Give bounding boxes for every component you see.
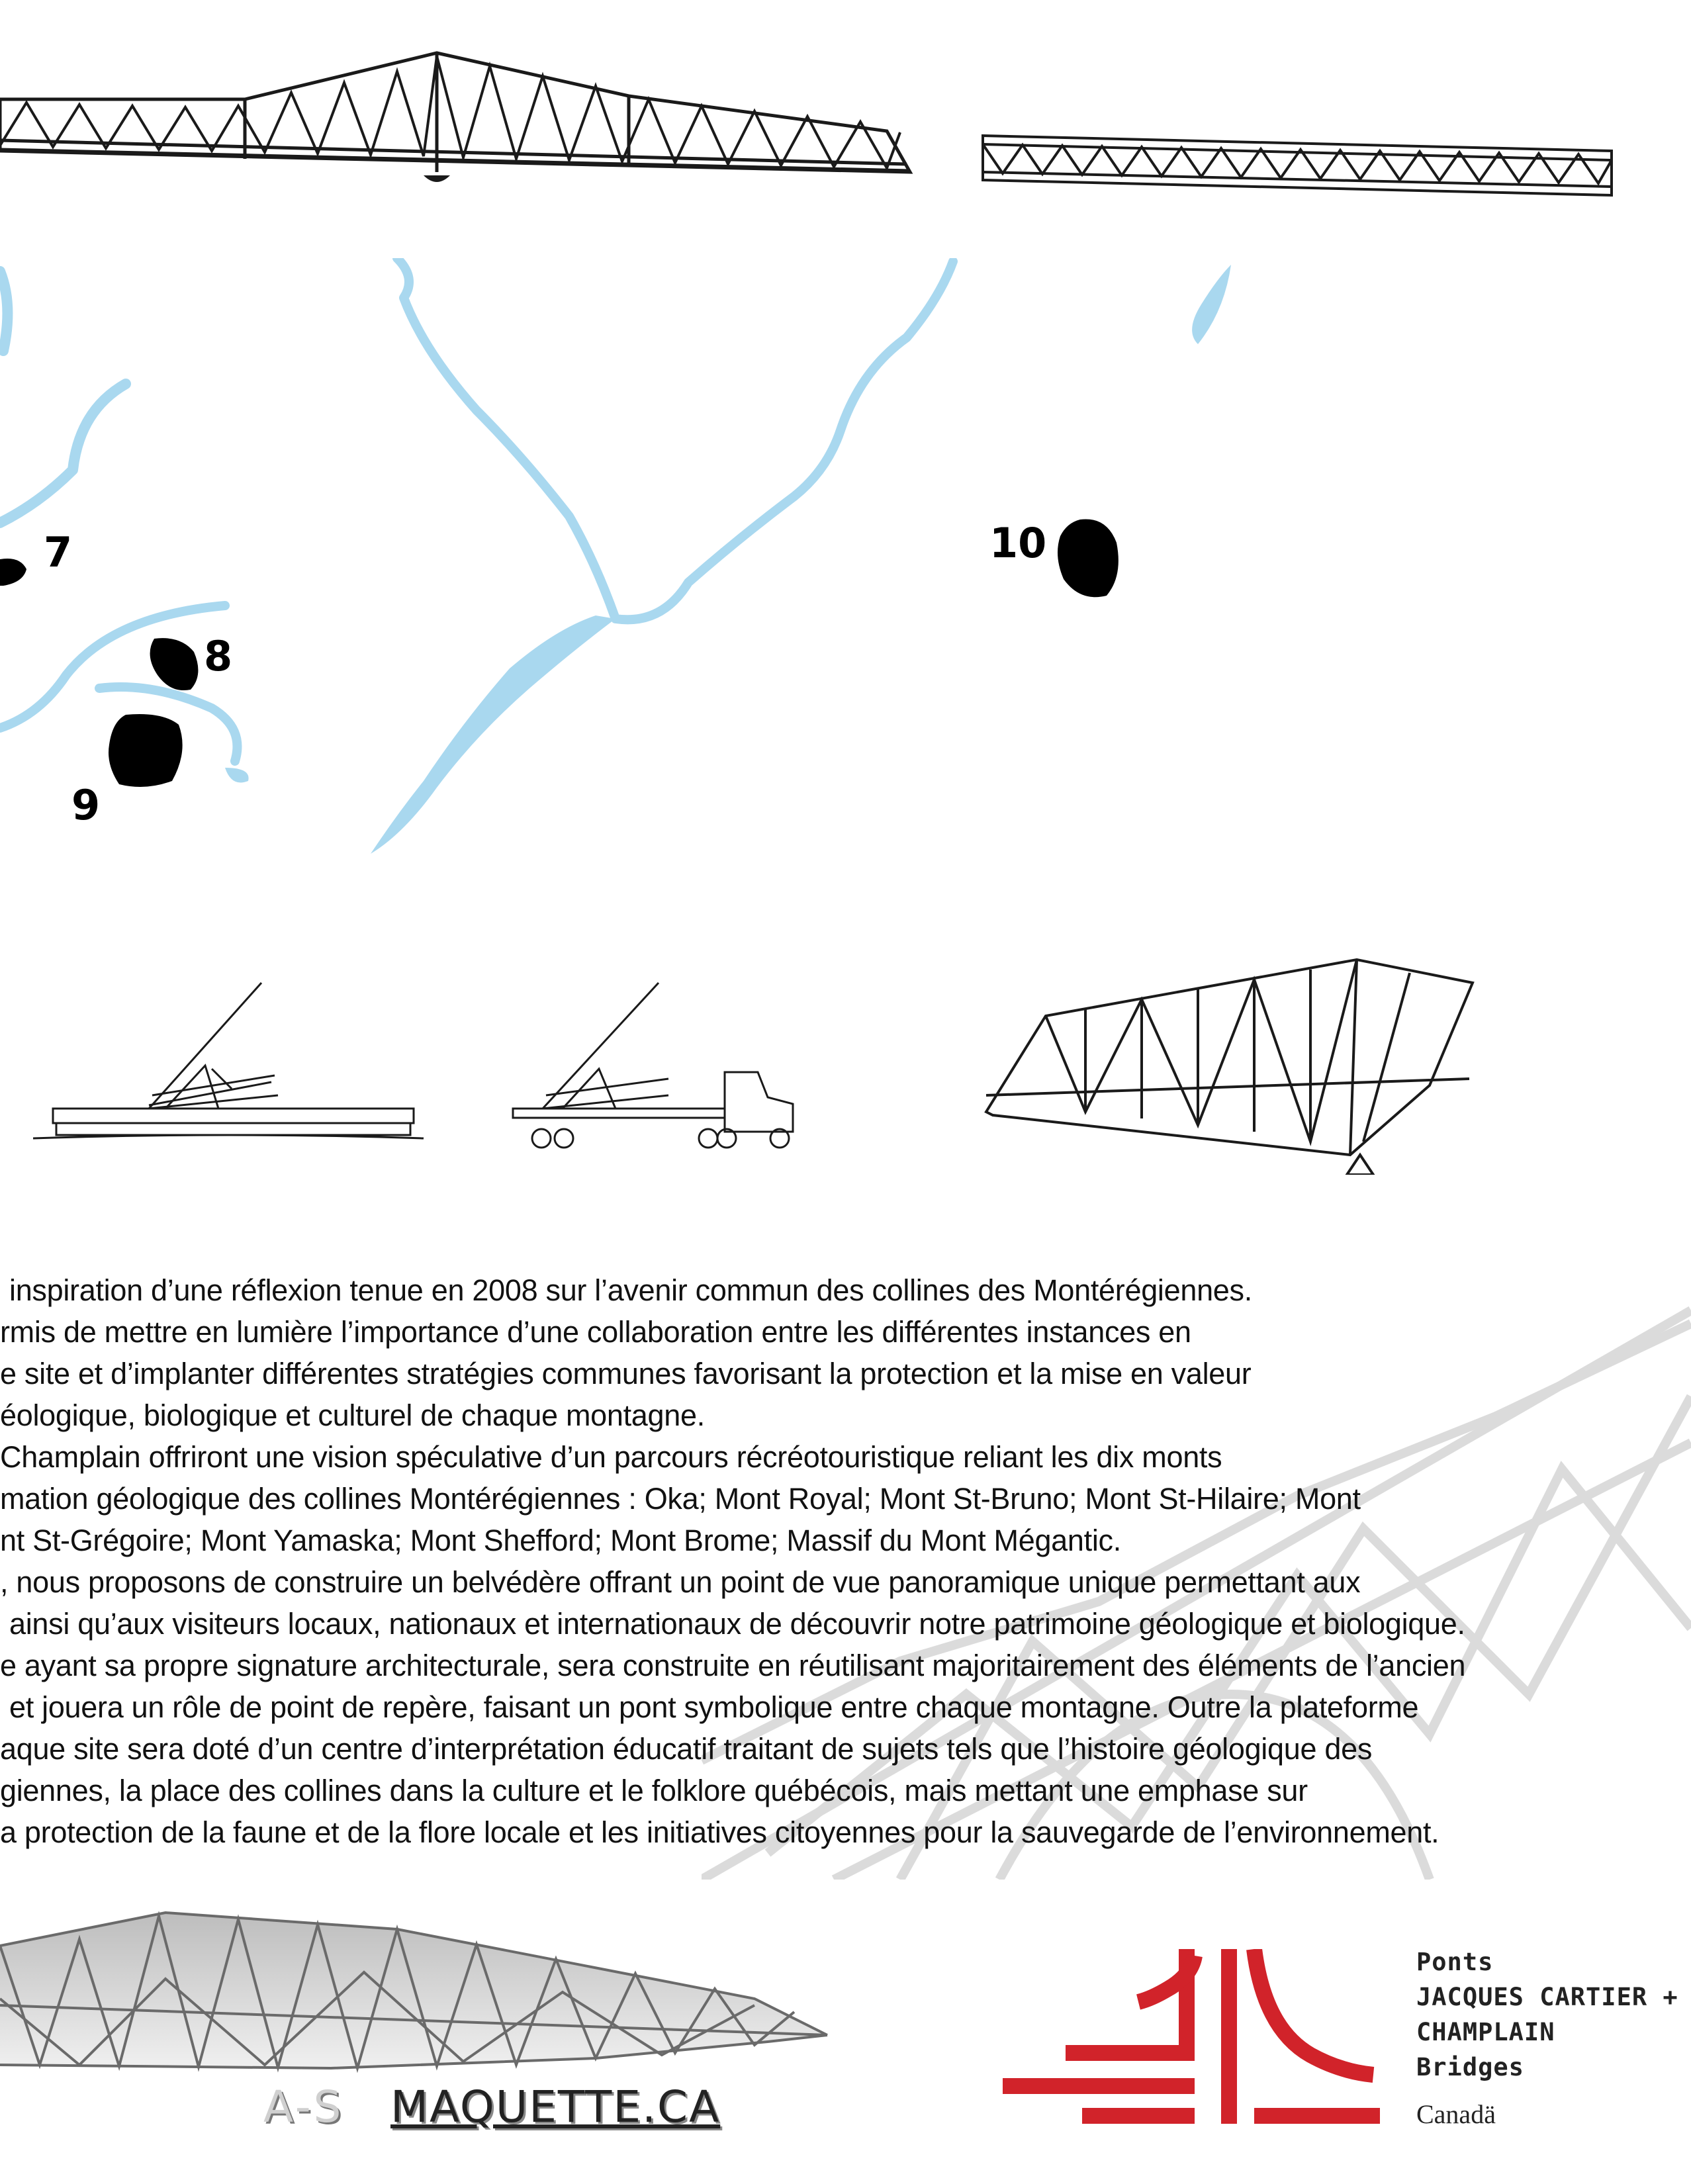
text-line-5: Champlain offriront une vision spéculative d’un parcours récréotouristique reliant les dix monts (0, 1440, 1222, 1474)
logo-name-line1: JACQUES CARTIER + (1416, 1983, 1678, 2011)
text-line-11: et jouera un rôle de point de repère, faisant un pont symbolique entre chaque montagne. Outre la plateforme (9, 1690, 1419, 1724)
text-line-14: a protection de la faune et de la flore locale et les initiatives citoyennes pour la sauvegarde de l’environnement. (0, 1815, 1440, 1849)
mountain-8-blob (144, 635, 204, 695)
mountain-label-9: 9 (71, 781, 101, 829)
text-line-13: giennes, la place des collines dans la culture et le folklore québécois, mais mettant une emphase sur (0, 1774, 1308, 1807)
text-line-6: mation géologique des collines Montérégiennes : Oka; Mont Royal; Mont St-Bruno; Mont St-Hilaire; Mont (0, 1482, 1361, 1516)
mountain-label-10: 10 (989, 519, 1047, 567)
ponts-logo-mark (1003, 1949, 1380, 2131)
cantilever-bridge-drawing (0, 33, 927, 192)
text-line-3: e site et d’implanter différentes stratégies communes favorisant la protection et la mise en valeur (0, 1357, 1252, 1390)
logo-ponts: Ponts (1416, 1948, 1494, 1976)
text-line-4: éologique, biologique et culturel de chaque montagne. (0, 1398, 705, 1432)
text-line-1: inspiration d’une réflexion tenue en 2008 sur l’avenir commun des collines des Montérégiennes. (9, 1273, 1252, 1307)
text-line-8: , nous proposons de construire un belvédère offrant un point de vue panoramique unique permettant aux (0, 1565, 1361, 1599)
belvedere-drawing (980, 956, 1483, 1175)
mountain-label-8: 8 (204, 632, 233, 680)
credit-initials: A-S (263, 2081, 344, 2132)
truss-span-drawing (980, 132, 1622, 199)
canada-wordmark: Canadä (1416, 2099, 1496, 2129)
logo-bridges: Bridges (1416, 2053, 1524, 2081)
text-line-7: nt St-Grégoire; Mont Yamaska; Mont Shefford; Mont Brome; Massif du Mont Mégantic. (0, 1524, 1121, 1557)
barge-transport-drawing (33, 979, 430, 1158)
text-line-9: ainsi qu’aux visiteurs locaux, nationaux et internationaux de découvrir notre patrimoine géologique et biologique. (9, 1607, 1465, 1641)
credit-website-link[interactable]: MAQUETTE.CA (390, 2081, 721, 2132)
text-line-10: e ayant sa propre signature architecturale, sera construite en réutilisant majoritairement des éléments de l’ancien (0, 1649, 1466, 1682)
mountain-label-7: 7 (44, 528, 73, 576)
project-description (0, 1271, 1691, 1866)
text-line-2: rmis de mettre en lumière l’importance d’une collaboration entre les différentes instances en (0, 1315, 1191, 1349)
mountain-9-blob (106, 711, 189, 791)
logo-name-line2: CHAMPLAIN (1416, 2018, 1555, 2046)
ponts-logo-text (1416, 1944, 1678, 2132)
mountain-7-blob (0, 556, 33, 589)
mountain-10-blob (1054, 516, 1123, 602)
text-line-12: aque site sera doté d’un centre d’interprétation éducatif traitant de sujets tels que l’histoire géologique des (0, 1732, 1373, 1766)
bridge-model-render (0, 1899, 834, 2078)
truck-transport-drawing (510, 979, 801, 1152)
